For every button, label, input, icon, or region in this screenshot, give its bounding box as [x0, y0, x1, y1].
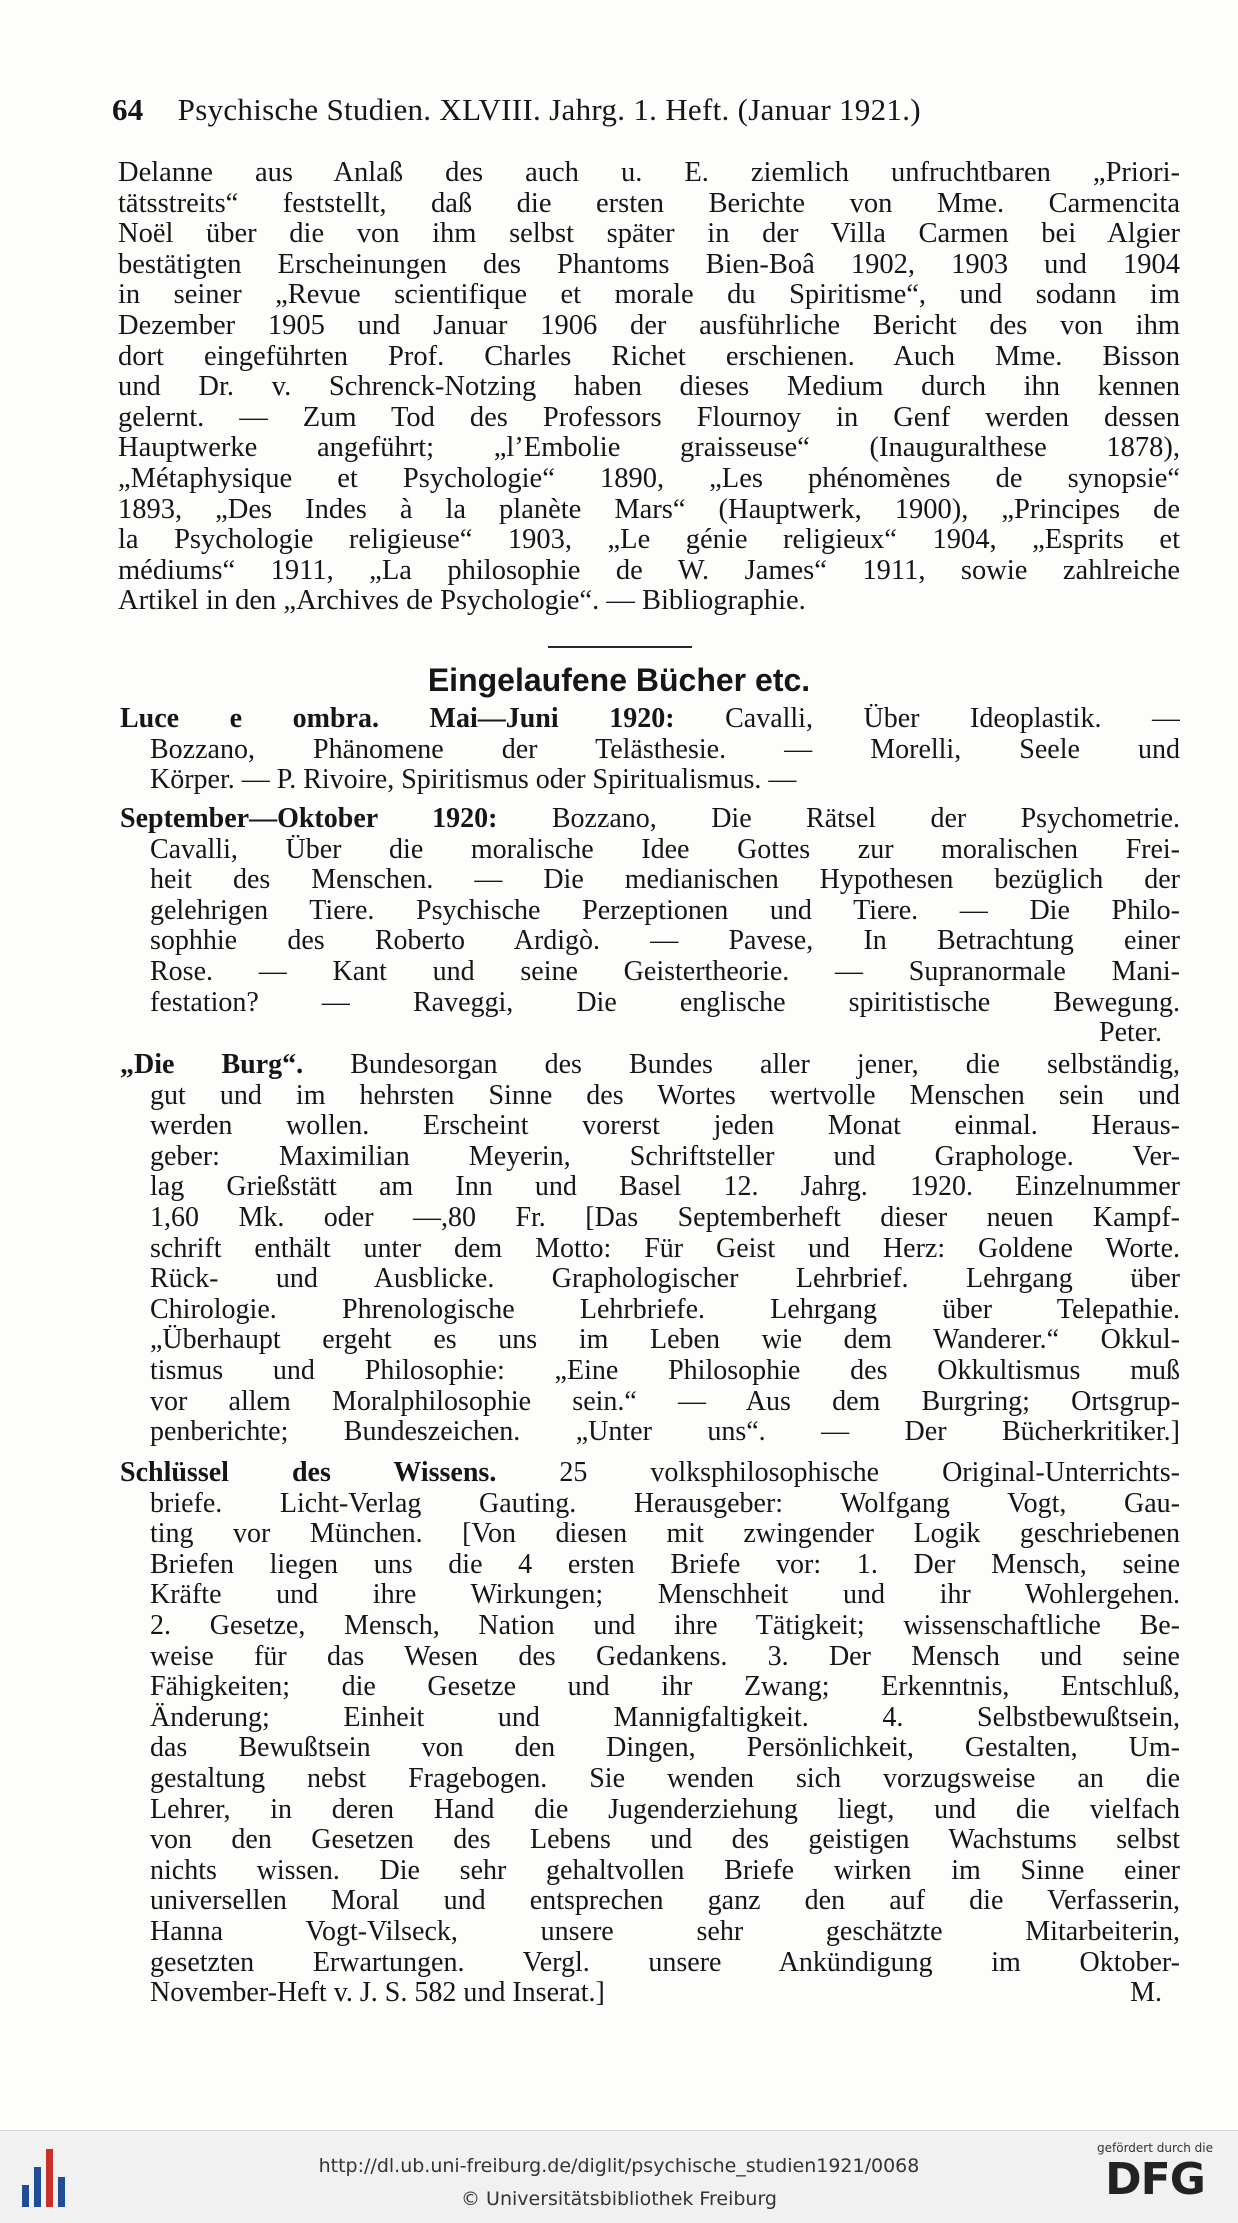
- text-line: Körper. — P. Rivoire, Spiritismus oder Spiritualismus. —: [150, 765, 797, 796]
- text-line: universellen Moral und entsprechen ganz den auf die Verfasserin,: [150, 1886, 1180, 1917]
- text-line: gesetzten Erwartungen. Vergl. unsere Ankündigung im Oktober-: [150, 1947, 1180, 1978]
- entry-lead: Luce e ombra. Mai—Juni 1920:: [120, 704, 675, 734]
- reviewer-signature: Peter.: [1099, 1018, 1162, 1049]
- text-line: Bozzano, Phänomene der Telästhesie. — Morelli, Seele und: [150, 734, 1180, 765]
- text-line: 1893, „Des Indes à la planète Mars“ (Hauptwerk, 1900), „Principes de: [118, 494, 1180, 525]
- page-number: 64: [112, 92, 144, 127]
- text-line: Kräfte und ihre Wirkungen; Menschheit und ihr Wohlergehen.: [150, 1580, 1180, 1611]
- text-line: Noël über die von ihm selbst später in der Villa Carmen bei Algier: [118, 219, 1180, 250]
- text-line: gelehrigen Tiere. Psychische Perzeptionen und Tiere. — Die Philo-: [150, 895, 1180, 926]
- book-entry-schluessel-des-wissens: [120, 1458, 1180, 2009]
- text-line: in seiner „Revue scientifique et morale du Spiritisme“, und sodann im: [118, 280, 1180, 311]
- dfg-logo: [1090, 2141, 1220, 2215]
- text-line: heit des Menschen. — Die medianischen Hypothesen bezüglich der: [150, 865, 1180, 896]
- text-line: das Bewußtsein von den Dingen, Persönlichkeit, Gestalten, Um-: [150, 1733, 1180, 1764]
- text-line: Lehrer, in deren Hand die Jugenderziehung liegt, und die vielfach: [150, 1794, 1180, 1825]
- text-line: schrift enthält unter dem Motto: Für Geist und Herz: Goldene Worte.: [150, 1233, 1180, 1264]
- text-line: „Métaphysique et Psychologie“ 1890, „Les phénomènes de synopsie“: [118, 463, 1180, 494]
- entry-lead: „Die Burg“.: [120, 1050, 304, 1080]
- text-line: bestätigten Erscheinungen des Phantoms Bien-Boâ 1902, 1903 und 1904: [118, 249, 1180, 280]
- text-line: gut und im hehrsten Sinne des Wortes wertvolle Menschen sein und: [150, 1080, 1180, 1111]
- text-line: Hanna Vogt-Vilseck, unsere sehr geschätzte Mitarbeiterin,: [150, 1916, 1180, 1947]
- text-line: [120, 704, 1180, 735]
- text-line: médiums“ 1911, „La philosophie de W. James“ 1911, sowie zahlreiche: [118, 555, 1180, 586]
- book-entry-september-oktober: [120, 804, 1180, 1049]
- text-line: sophhie des Roberto Ardigò. — Pavese, In Betrachtung einer: [150, 926, 1180, 957]
- entry-lead: Schlüssel des Wissens.: [120, 1458, 497, 1488]
- library-footer-bar: [0, 2130, 1238, 2223]
- text-line: vor allem Moralphilosophie sein.“ — Aus dem Burgring; Ortsgrup-: [150, 1386, 1180, 1417]
- permalink-url[interactable]: http://dl.ub.uni-freiburg.de/diglit/psychische_studien1921/0068: [318, 2155, 920, 2177]
- reviewer-signature: M.: [1130, 1978, 1162, 2009]
- running-title: Psychische Studien. XLVIII. Jahrg. 1. Heft. (Januar 1921.): [177, 92, 921, 127]
- text-line: gestaltung nebst Fragebogen. Sie wenden sich vorzugsweise an die: [150, 1763, 1180, 1794]
- text-line: Chirologie. Phrenologische Lehrbriefe. Lehrgang über Telepathie.: [150, 1294, 1180, 1325]
- book-entry-die-burg: [120, 1050, 1180, 1448]
- text-line: Delanne aus Anlaß des auch u. E. ziemlich unfruchtbaren „Priori-: [118, 158, 1180, 188]
- text-span: Bundesorgan des Bundes aller jener, die selbständig,: [350, 1050, 1180, 1080]
- text-span: Bozzano, Die Rätsel der Psychometrie.: [551, 804, 1180, 834]
- text-line: [120, 1458, 1180, 1489]
- text-line: Cavalli, Über die moralische Idee Gottes zur moralischen Frei-: [150, 834, 1180, 865]
- text-line: [120, 804, 1180, 835]
- text-line: „Überhaupt ergeht es uns im Leben wie dem Wanderer.“ Okkul-: [150, 1325, 1180, 1356]
- text-line: penberichte; Bundeszeichen. „Unter uns“. — Der Bücherkritiker.]: [150, 1417, 1180, 1448]
- text-line: tätsstreits“ feststellt, daß die ersten Berichte von Mme. Carmencita: [118, 188, 1180, 219]
- text-line: dort eingeführten Prof. Charles Richet erschienen. Auch Mme. Bisson: [118, 341, 1180, 372]
- text-line: Dezember 1905 und Januar 1906 der ausführliche Bericht des von ihm: [118, 310, 1180, 341]
- entry-lead: September—Oktober 1920:: [120, 804, 498, 834]
- copyright-notice: © Universitätsbibliothek Freiburg: [461, 2188, 777, 2210]
- text-line: geber: Maximilian Meyerin, Schriftsteller und Graphologe. Ver-: [150, 1141, 1180, 1172]
- text-line: Hauptwerke angeführt; „l’Embolie graisseuse“ (Inauguralthese 1878),: [118, 433, 1180, 464]
- text-line: festation? — Raveggi, Die englische spiritistische Bewegung.: [150, 987, 1180, 1018]
- text-line: Briefen liegen uns die 4 ersten Briefe vor: 1. Der Mensch, seine: [150, 1549, 1180, 1580]
- text-line: [120, 1978, 1180, 2009]
- text-line: weise für das Wesen des Gedankens. 3. Der Mensch und seine: [150, 1641, 1180, 1672]
- text-line: von den Gesetzen des Lebens und des geistigen Wachstums selbst: [150, 1825, 1180, 1856]
- text-line: und Dr. v. Schrenck-Notzing haben dieses Medium durch ihn kennen: [118, 372, 1180, 403]
- text-line: Rose. — Kant und seine Geistertheorie. — Supranormale Mani-: [150, 956, 1180, 987]
- text-line: la Psychologie religieuse“ 1903, „Le génie religieux“ 1904, „Esprits et: [118, 525, 1180, 556]
- text-line: werden wollen. Erscheint vorerst jeden Monat einmal. Heraus-: [150, 1111, 1180, 1142]
- text-line: Rück- und Ausblicke. Graphologischer Lehrbrief. Lehrgang über: [150, 1264, 1180, 1295]
- text-line: ting vor München. [Von diesen mit zwingender Logik geschriebenen: [150, 1519, 1180, 1550]
- text-span: Cavalli, Über Ideoplastik. —: [725, 704, 1180, 734]
- text-span: November-Heft v. J. S. 582 und Inserat.]: [150, 1978, 605, 2009]
- text-line: tismus und Philosophie: „Eine Philosophie des Okkultismus muß: [150, 1355, 1180, 1386]
- text-line: [120, 1050, 1180, 1081]
- text-line: 2. Gesetze, Mensch, Nation und ihre Tätigkeit; wissenschaftliche Be-: [150, 1610, 1180, 1641]
- text-line: briefe. Licht-Verlag Gauting. Herausgeber: Wolfgang Vogt, Gau-: [150, 1488, 1180, 1519]
- text-line: nichts wissen. Die sehr gehaltvollen Briefe wirken im Sinne einer: [150, 1855, 1180, 1886]
- book-entry-luce-e-ombra: [120, 704, 1180, 796]
- running-header: [112, 92, 1112, 128]
- section-divider: [548, 646, 692, 648]
- text-line: Änderung; Einheit und Mannigfaltigkeit. 4. Selbstbewußtsein,: [150, 1702, 1180, 1733]
- text-line: 1,60 Mk. oder —,80 Fr. [Das Septemberheft dieser neuen Kampf-: [150, 1202, 1180, 1233]
- text-line: lag Grießstätt am Inn und Basel 12. Jahrg. 1920. Einzelnummer: [150, 1172, 1180, 1203]
- text-line: gelernt. — Zum Tod des Professors Flournoy in Genf werden dessen: [118, 402, 1180, 433]
- text-line: Fähigkeiten; die Gesetze und ihr Zwang; Erkenntnis, Entschluß,: [150, 1672, 1180, 1703]
- intro-paragraph: [118, 158, 1180, 617]
- dfg-wordmark: DFG: [1105, 2154, 1205, 2205]
- text-span: 25 volksphilosophische Original-Unterrichts-: [559, 1458, 1180, 1488]
- dfg-label: gefördert durch die: [1097, 2141, 1213, 2155]
- section-heading: Eingelaufene Bücher etc.: [427, 662, 811, 698]
- text-line: Artikel in den „Archives de Psychologie“. — Bibliographie.: [118, 586, 806, 617]
